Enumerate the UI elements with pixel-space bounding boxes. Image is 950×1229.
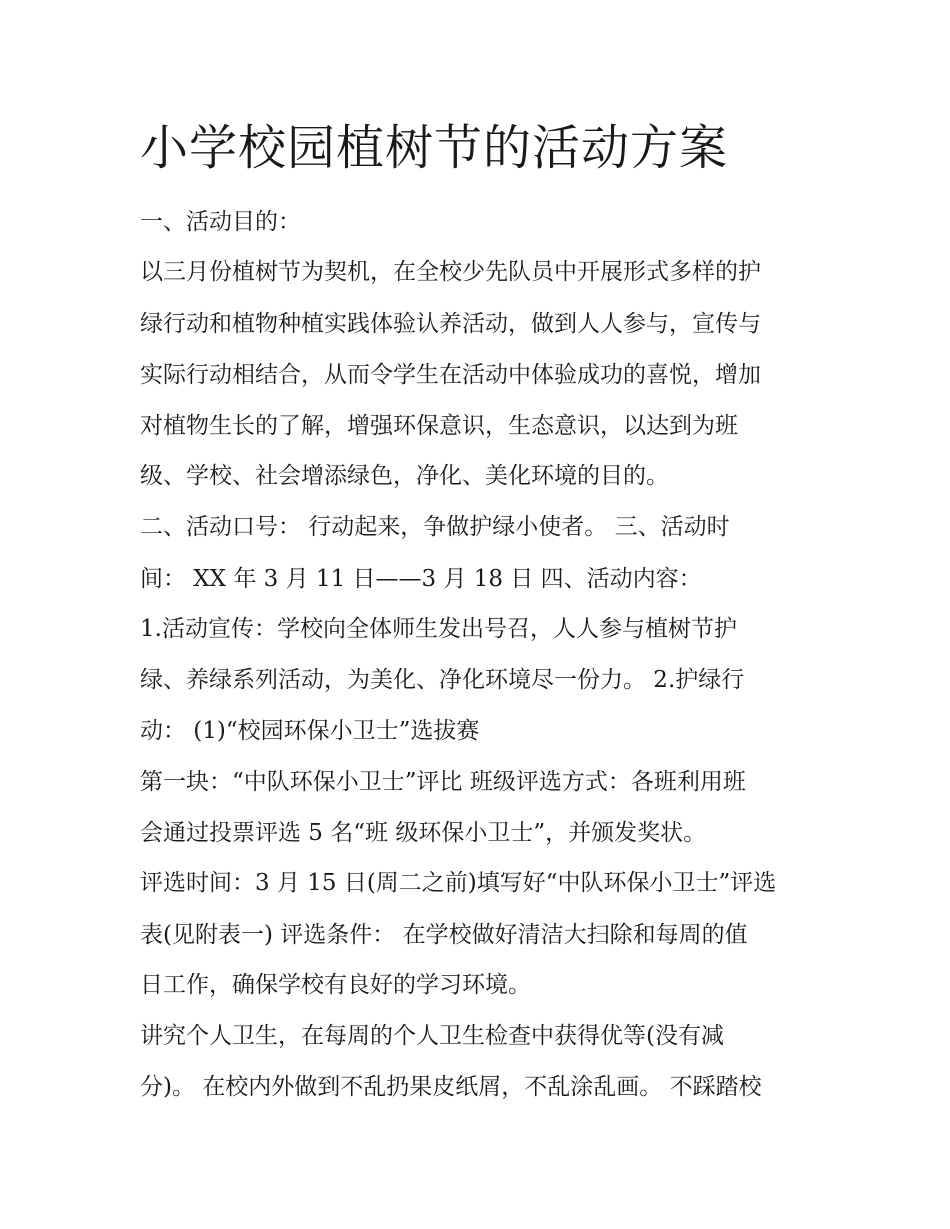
paragraph-line: 间： XX 年 3 月 11 日——3 月 18 日 四、活动内容：: [140, 566, 702, 592]
document-title: 小学校园植树节的活动方案: [140, 120, 729, 176]
paragraph-line: 分)。 在校内外做到不乱扔果皮纸屑，不乱涂乱画。 不踩踏校: [140, 1074, 762, 1100]
paragraph-line: 会通过投票评选 5 名“班 级环保小卫士”，并颁发奖状。: [140, 820, 707, 846]
paragraph-line: 对植物生长的了解，增强环保意识，生态意识，以达到为班: [140, 413, 738, 439]
paragraph-line: 第一块：“中队环保小卫士”评比 班级评选方式：各班利用班: [140, 769, 746, 795]
paragraph-line: 评选时间：3 月 15 日(周二之前)填写好“中队环保小卫士”评选: [140, 870, 777, 896]
paragraph-line: 绿行动和植物种植实践体验认养活动，做到人人参与，宣传与: [140, 311, 761, 337]
paragraph-line: 动： (1)“校园环保小卫士”选拔赛: [140, 718, 480, 744]
paragraph-line: 二、活动口号： 行动起来，争做护绿小使者。 三、活动时: [140, 514, 730, 540]
paragraph-line: 以三月份植树节为契机，在全校少先队员中开展形式多样的护: [140, 259, 761, 285]
paragraph-line: 1.活动宣传：学校向全体师生发出号召，人人参与植树节护: [140, 616, 737, 642]
paragraph-line: 讲究个人卫生，在每周的个人卫生检查中获得优等(没有减: [140, 1023, 724, 1049]
paragraph-line: 日工作，确保学校有良好的学习环境。: [140, 972, 531, 998]
paragraph-line: 一、活动目的：: [140, 209, 301, 235]
paragraph-line: 绿、养绿系列活动，为美化、净化环境尽一份力。 2.护绿行: [140, 667, 745, 693]
paragraph-line: 级、学校、社会增添绿色，净化、美化环境的目的。: [140, 463, 669, 489]
paragraph-line: 实际行动相结合，从而令学生在活动中体验成功的喜悦，增加: [140, 362, 761, 388]
paragraph-line: 表(见附表一) 评选条件： 在学校做好清洁大扫除和每周的值: [140, 922, 748, 948]
